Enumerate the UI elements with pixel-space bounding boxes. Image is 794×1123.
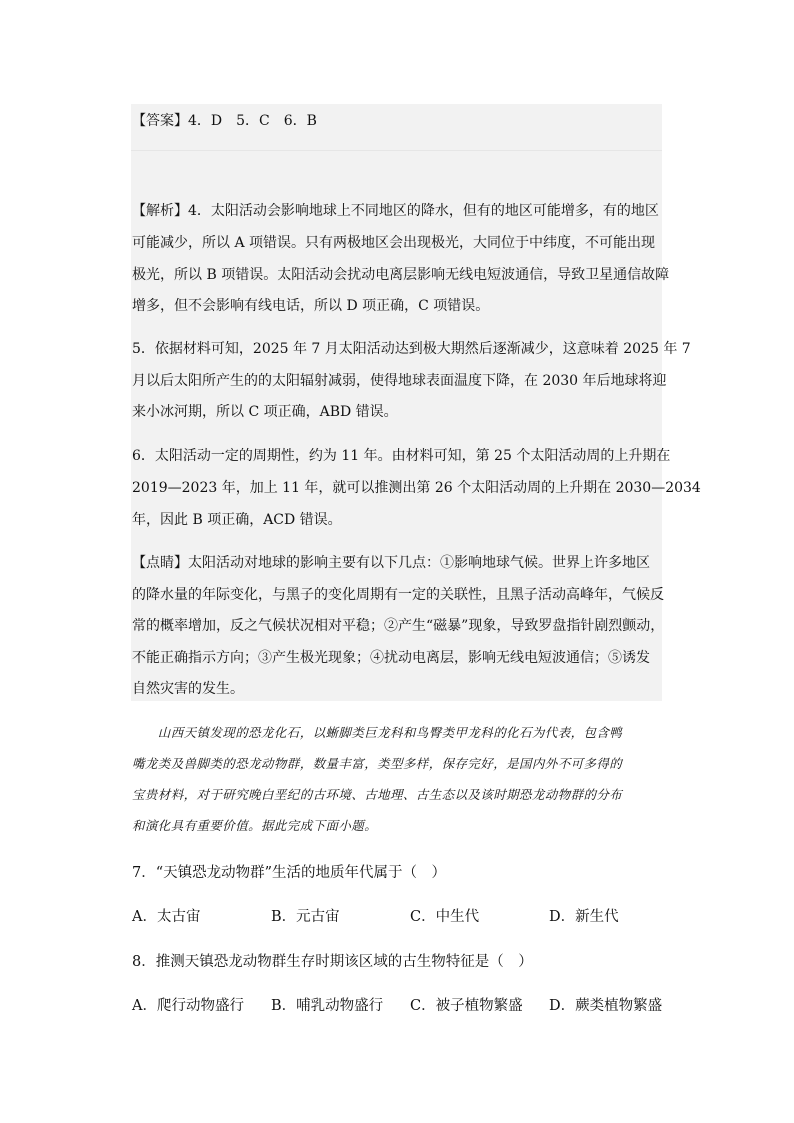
material-line: 宝贵材料，对于研究晚白垩纪的古环境、古地理、古生态以及该时期恐龙动物群的分布: [132, 787, 623, 802]
q6-explanation-line: 年，因此 B 项正确，ACD 错误。: [132, 512, 342, 528]
question-7-option-d[interactable]: D．新生代: [549, 909, 619, 925]
highlight-line: 自然灾害的发生。: [132, 681, 244, 697]
material-line: 嘴龙类及兽脚类的恐龙动物群，数量丰富，类型多样，保存完好，是国内外不可多得的: [132, 756, 623, 771]
highlight-line: 【点睛】太阳活动对地球的影响主要有以下几点：①影响地球气候。世界上许多地区: [132, 555, 650, 571]
question-8-option-a[interactable]: A．爬行动物盛行: [132, 998, 244, 1014]
highlight-line: 常的概率增加，反之气候状况相对平稳；②产生“磁暴”现象，导致罗盘指针剧烈颤动，: [132, 618, 665, 634]
question-7-stem: 7．“天镇恐龙动物群”生活的地质年代属于（ ）: [132, 865, 447, 881]
question-7-option-b[interactable]: B．元古宙: [271, 909, 340, 925]
question-8-option-b[interactable]: B．哺乳动物盛行: [271, 998, 384, 1014]
q6-explanation-line: 2019—2023 年，加上 11 年，就可以推测出第 26 个太阳活动周的上升期在 2030—2034: [132, 480, 701, 496]
question-8-stem: 8．推测天镇恐龙动物群生存时期该区域的古生物特征是（ ）: [132, 954, 533, 970]
question-7-option-c[interactable]: C．中生代: [410, 909, 480, 925]
material-line: 山西天镇发现的恐龙化石，以蜥脚类巨龙科和鸟臀类甲龙科的化石为代表，包含鸭: [132, 725, 623, 740]
analysis-line: 极光，所以 B 项错误。太阳活动会扰动电离层影响无线电短波通信，导致卫星通信故障: [132, 267, 670, 283]
question-7-option-a[interactable]: A．太古宙: [132, 909, 201, 925]
material-line: 和演化具有重要价值。据此完成下面小题。: [132, 818, 378, 833]
q5-explanation-line: 来小冰河期，所以 C 项正确，ABD 错误。: [132, 404, 398, 420]
question-8-option-d[interactable]: D．蕨类植物繁盛: [549, 998, 663, 1014]
question-8-option-c[interactable]: C．被子植物繁盛: [410, 998, 523, 1014]
analysis-line: 【解析】4．太阳活动会影响地球上不同地区的降水，但有的地区可能增多，有的地区: [132, 203, 659, 219]
divider: [131, 150, 662, 151]
analysis-line: 增多，但不会影响有线电话，所以 D 项正确，C 项错误。: [132, 298, 490, 314]
analysis-line: 可能减少，所以 A 项错误。只有两极地区会出现极光，大同位于中纬度，不可能出现: [132, 235, 656, 251]
answer-line: 【答案】4．D 5．C 6．B: [132, 113, 317, 129]
highlight-line: 不能正确指示方向；③产生极光现象；④扰动电离层，影响无线电短波通信；⑤诱发: [132, 650, 650, 666]
highlight-line: 的降水量的年际变化，与黑子的变化周期有一定的关联性，且黑子活动高峰年，气候反: [132, 587, 664, 603]
q5-explanation-line: 月以后太阳所产生的的太阳辐射减弱，使得地球表面温度下降，在 2030 年后地球将迎: [132, 373, 667, 389]
q6-explanation-line: 6．太阳活动一定的周期性，约为 11 年。由材料可知，第 25 个太阳活动周的上升期在: [132, 448, 671, 464]
q5-explanation-line: 5．依据材料可知，2025 年 7 月太阳活动达到极大期然后逐渐减少，这意味着 2025 年 7: [132, 341, 691, 357]
